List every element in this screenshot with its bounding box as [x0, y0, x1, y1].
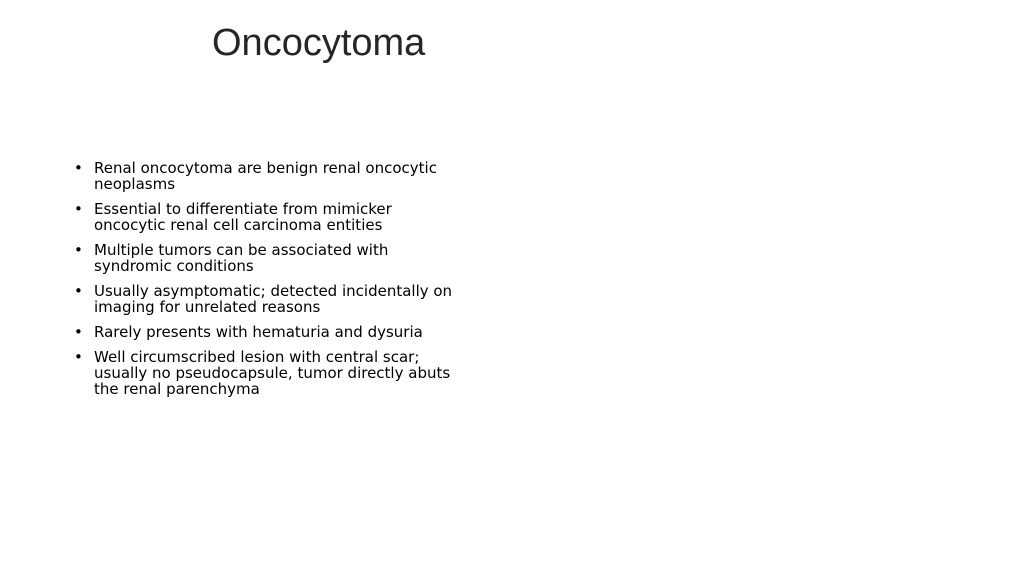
- bullet-item: [74, 283, 464, 315]
- bullet-list: [74, 160, 464, 406]
- bullet-item: [74, 201, 464, 233]
- bullet-text: Essential to differentiate from mimicker oncocytic renal cell carcinoma entities: [94, 200, 392, 234]
- bullet-text: Well circumscribed lesion with central scar; usually no pseudocapsule, tumor directly abuts the renal parenchyma: [94, 348, 451, 398]
- bullet-item: [74, 242, 464, 274]
- bullet-item: [74, 349, 464, 397]
- bullet-marker: •: [74, 159, 83, 177]
- bullet-marker: •: [74, 348, 83, 366]
- slide-title: Oncocytoma: [212, 22, 426, 64]
- bullet-marker: •: [74, 282, 83, 300]
- bullet-marker: •: [74, 241, 83, 259]
- bullet-text: Renal oncocytoma are benign renal oncocytic neoplasms: [94, 159, 437, 193]
- bullet-item: [74, 324, 464, 340]
- bullet-marker: •: [74, 323, 83, 341]
- bullet-item: [74, 160, 464, 192]
- bullet-text: Rarely presents with hematuria and dysuria: [94, 323, 423, 341]
- bullet-text: Usually asymptomatic; detected incidentally on imaging for unrelated reasons: [94, 282, 453, 316]
- bullet-marker: •: [74, 200, 83, 218]
- bullet-text: Multiple tumors can be associated with syndromic conditions: [94, 241, 389, 275]
